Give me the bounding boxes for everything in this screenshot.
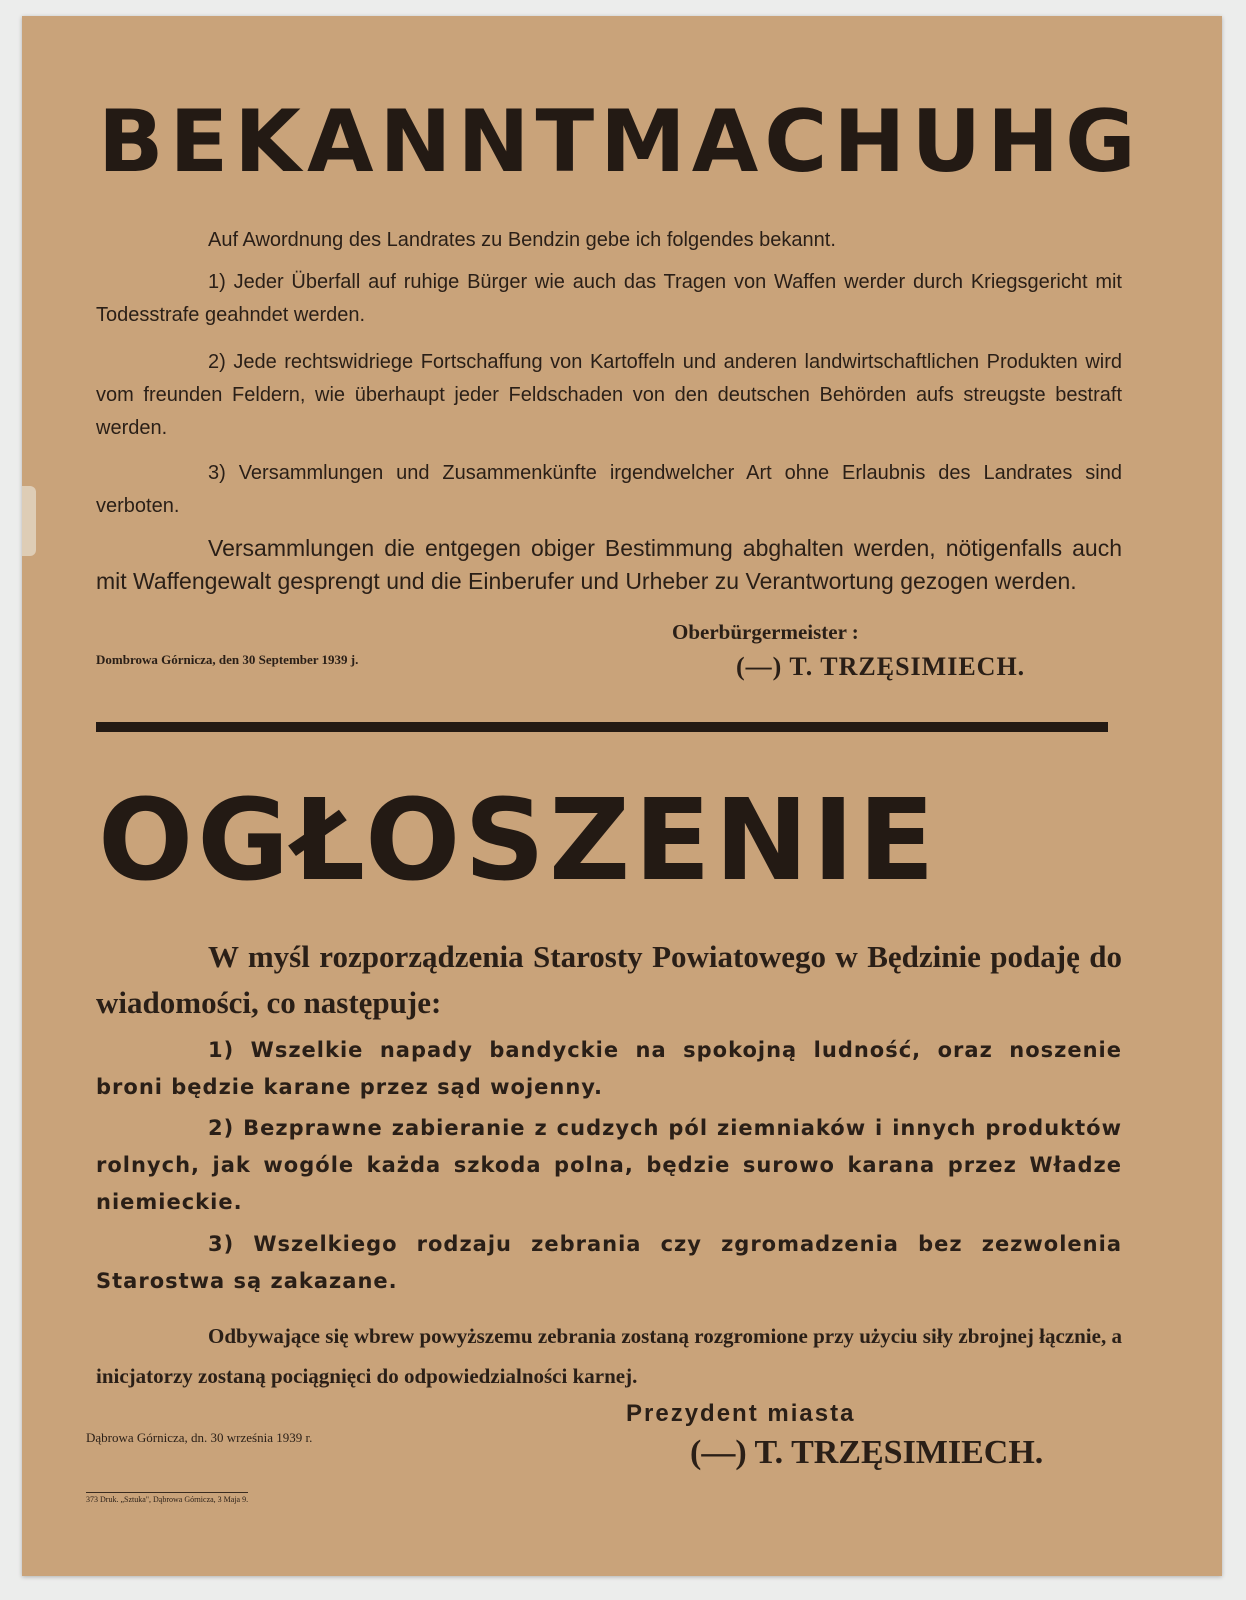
german-intro: Auf Awordnung des Landrates zu Bendzin gebe ich folgendes bekannt.	[208, 229, 836, 251]
paper-stain	[22, 486, 36, 556]
polish-date: Dąbrowa Górnicza, dn. 30 września 1939 r.	[86, 1430, 313, 1445]
german-point-3: 3) Versammlungen und Zusammenkünfte irgendwelcher Art ohne Erlaubnis des Landrates sind verboten.	[96, 462, 1122, 517]
german-point-1: 1) Jeder Überfall auf ruhige Bürger wie auch das Tragen von Waffen werder durch Kriegsgericht mit Todesstrafe geahndet werden.	[96, 271, 1122, 326]
german-point-2: 2) Jede rechtswidriege Fortschaffung von Kartoffeln und anderen landwirtschaftlichen Produkten wird vom freunden Feldern, wie überhaupt jeder Feldschaden von den deutschen Behörden aufs streugste bestraft werden.	[96, 351, 1122, 439]
polish-closing: Odbywające się wbrew powyższemu zebrania zostaną rozgromione przy użyciu siły zbrojnej łącznie, a inicjatorzy zostaną pociągnięci do odpowiedzialności karnej.	[96, 1324, 1122, 1388]
german-signature-name: (—) T. TRZĘSIMIECH.	[736, 652, 1026, 681]
polish-signature-title: Prezydent miasta	[626, 1400, 856, 1427]
polish-point-3: 3) Wszelkiego rodzaju zebrania czy zgromadzenia bez zezwolenia Starostwa są zakazane.	[96, 1232, 1122, 1293]
german-signature-title: Oberbürgermeister :	[672, 620, 859, 644]
polish-title: OGŁOSZENIE	[98, 776, 939, 906]
polish-intro: W myśl rozporządzenia Starosty Powiatowego w Będzinie podaję do wiadomości, co następuje:	[96, 939, 1122, 1020]
polish-point-2: 2) Bezprawne zabieranie z cudzych pól ziemniaków i innych produktów rolnych, jak wogóle każda szkoda polna, będzie surowo karana przez Władze niemieckie.	[96, 1116, 1122, 1214]
polish-point-1: 1) Wszelkie napady bandyckie na spokojną ludność, oraz noszenie broni będzie karane przez sąd wojenny.	[96, 1038, 1122, 1099]
german-closing: Versammlungen die entgegen obiger Bestimmung abghalten werden, nötigenfalls auch mit Waffengewalt gesprengt und die Einberufer und Urheber zu Verantwortung gezogen werden.	[96, 535, 1122, 594]
german-title: BEKANNTMACHUHG	[98, 92, 1142, 192]
poster	[22, 16, 1222, 1576]
polish-signature-name: (—) T. TRZĘSIMIECH.	[690, 1434, 1044, 1471]
printer-imprint: 373 Druk. „Sztuka", Dąbrowa Górnicza, 3 Maja 9.	[86, 1492, 248, 1504]
section-divider	[96, 722, 1108, 732]
german-date: Dombrowa Górnicza, den 30 September 1939 j.	[96, 652, 359, 667]
